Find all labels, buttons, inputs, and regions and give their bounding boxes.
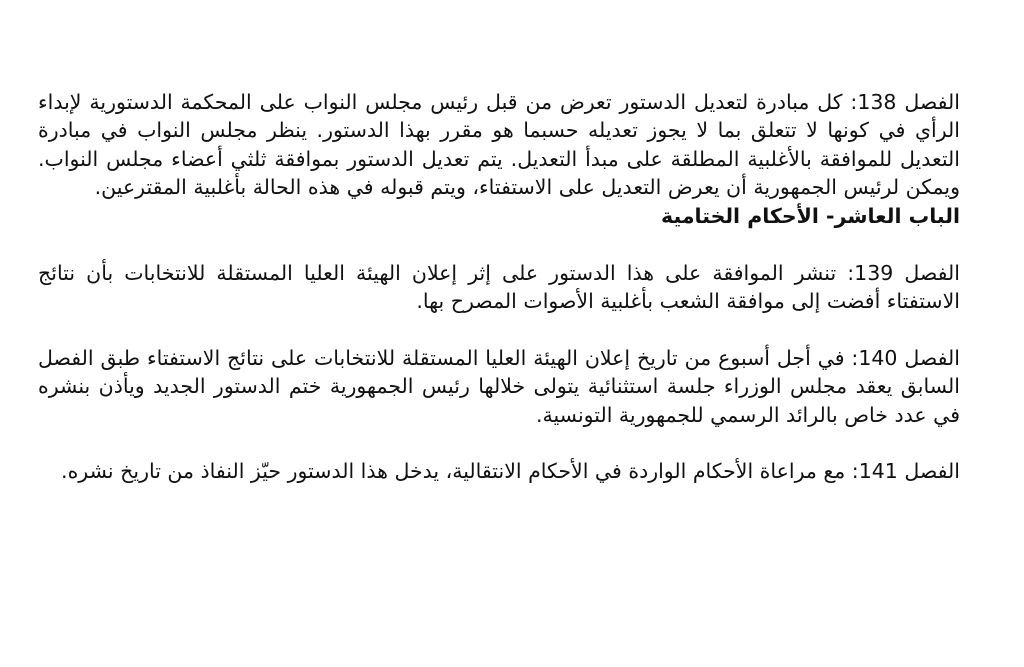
article-140-paragraph: الفصل 140: في أجل أسبوع من تاريخ إعلان الهيئة العليا المستقلة للانتخابات على نتائج الاستفتاء طبق الفصل السابق يعقد مجلس الوزراء جلسة استثنائية يتولى خلالها رئيس الجمهورية ختم الدستور الجديد ويأذن بنشره في عدد خاص بالرائد الرسمي للجمهورية التونسية. (38, 345, 960, 427)
article-138-paragraph: الفصل 138: كل مبادرة لتعديل الدستور تعرض من قبل رئيس مجلس النواب على المحكمة الدستورية لإبداء الرأي في كونها لا تتعلق بما لا يجوز تعديله حسبما هو مقرر بهذا الدستور. ينظر مجلس النواب في مبادرة التعديل للموافقة بالأغلبية المطلقة على مبدأ التعديل. يتم تعديل الدستور بموافقة ثلثي أعضاء مجلس النواب. ويمكن لرئيس الجمهورية أن يعرض التعديل على الاستفتاء، ويتم قبوله في هذه الحالة بأغلبية المقترعين. (38, 90, 960, 200)
document-page (38, 88, 960, 485)
article-141-paragraph: الفصل 141: مع مراعاة الأحكام الواردة في الأحكام الانتقالية، يدخل هذا الدستور حيّز النفاذ من تاريخ نشره. (61, 459, 960, 484)
chapter-heading: الباب العاشر- الأحكام الختامية (661, 203, 960, 228)
article-139-paragraph: الفصل 139: تنشر الموافقة على هذا الدستور على إثر إعلان الهيئة العليا المستقلة للانتخابات بأن نتائج الاستفتاء أفضت إلى موافقة الشعب بأغلبية الأصوات المصرح بها. (38, 261, 960, 314)
